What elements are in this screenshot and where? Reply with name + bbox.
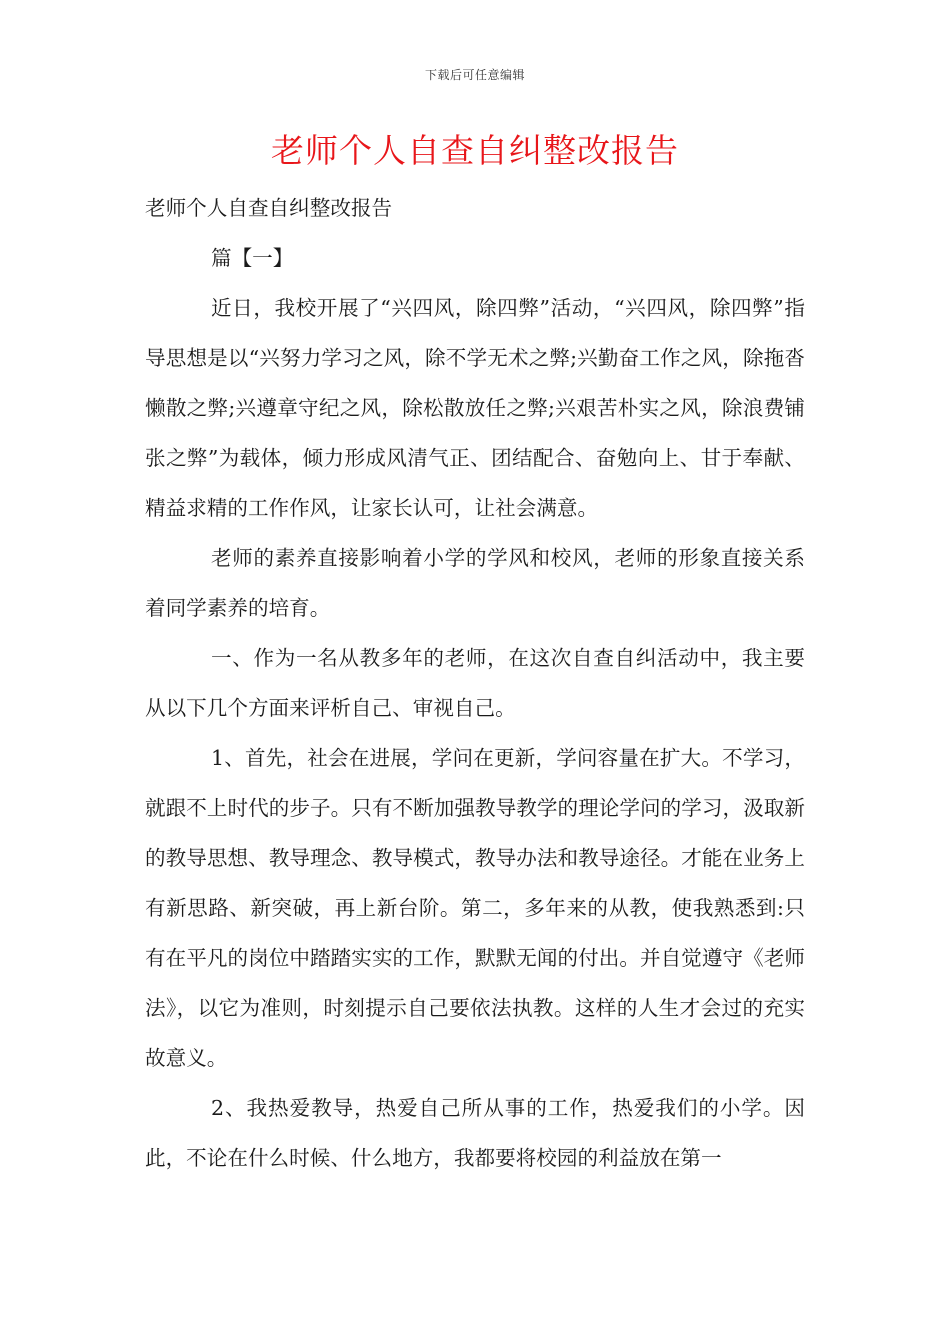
paragraph: 1、首先，社会在进展，学问在更新，学问容量在扩大。不学习，就跟不上时代的步子。只有不断加强教导教学的理论学问的学习，汲取新的教导思想、教导理念、教导模式，教导办法和教导途径。才能在业务上有新思路、新突破，再上新台阶。第二，多年来的从教，使我熟悉到:只有在平凡的岗位中踏踏实实的工作，默默无闻的付出。并自觉遵守《老师法》，以它为准则，时刻提示自己要依法执教。这样的人生才会过的充实故意义。 — [145, 746, 805, 1070]
document-title: 老师个人自查自纠整改报告 — [271, 131, 679, 170]
paragraph: 近日，我校开展了“兴四风，除四弊”活动，“兴四风，除四弊”指导思想是以“兴努力学习之风，除不学无术之弊;兴勤奋工作之风，除拖沓懒散之弊;兴遵章守纪之风，除松散放任之弊;兴艰苦朴实之风，除浪费铺张之弊”为载体，倾力形成风清气正、团结配合、奋勉向上、甘于奉献、精益求精的工作作风，让家长认可，让社会满意。 — [145, 296, 805, 520]
header-note: 下载后可任意编辑 — [424, 68, 525, 82]
paragraph: 2、我热爱教导，热爱自己所从事的工作，热爱我们的小学。因此，不论在什么时候、什么地方，我都要将校园的利益放在第一 — [145, 1096, 805, 1170]
paragraph: 老师的素养直接影响着小学的学风和校风，老师的形象直接关系着同学素养的培育。 — [145, 546, 805, 620]
paragraph-section-heading: 篇【一】 — [211, 246, 294, 270]
paragraph: 一、作为一名从教多年的老师，在这次自查自纠活动中，我主要从以下几个方面来评析自己、审视自己。 — [145, 646, 805, 720]
document-body — [145, 183, 805, 1183]
paragraph-subtitle: 老师个人自查自纠整改报告 — [145, 196, 393, 220]
